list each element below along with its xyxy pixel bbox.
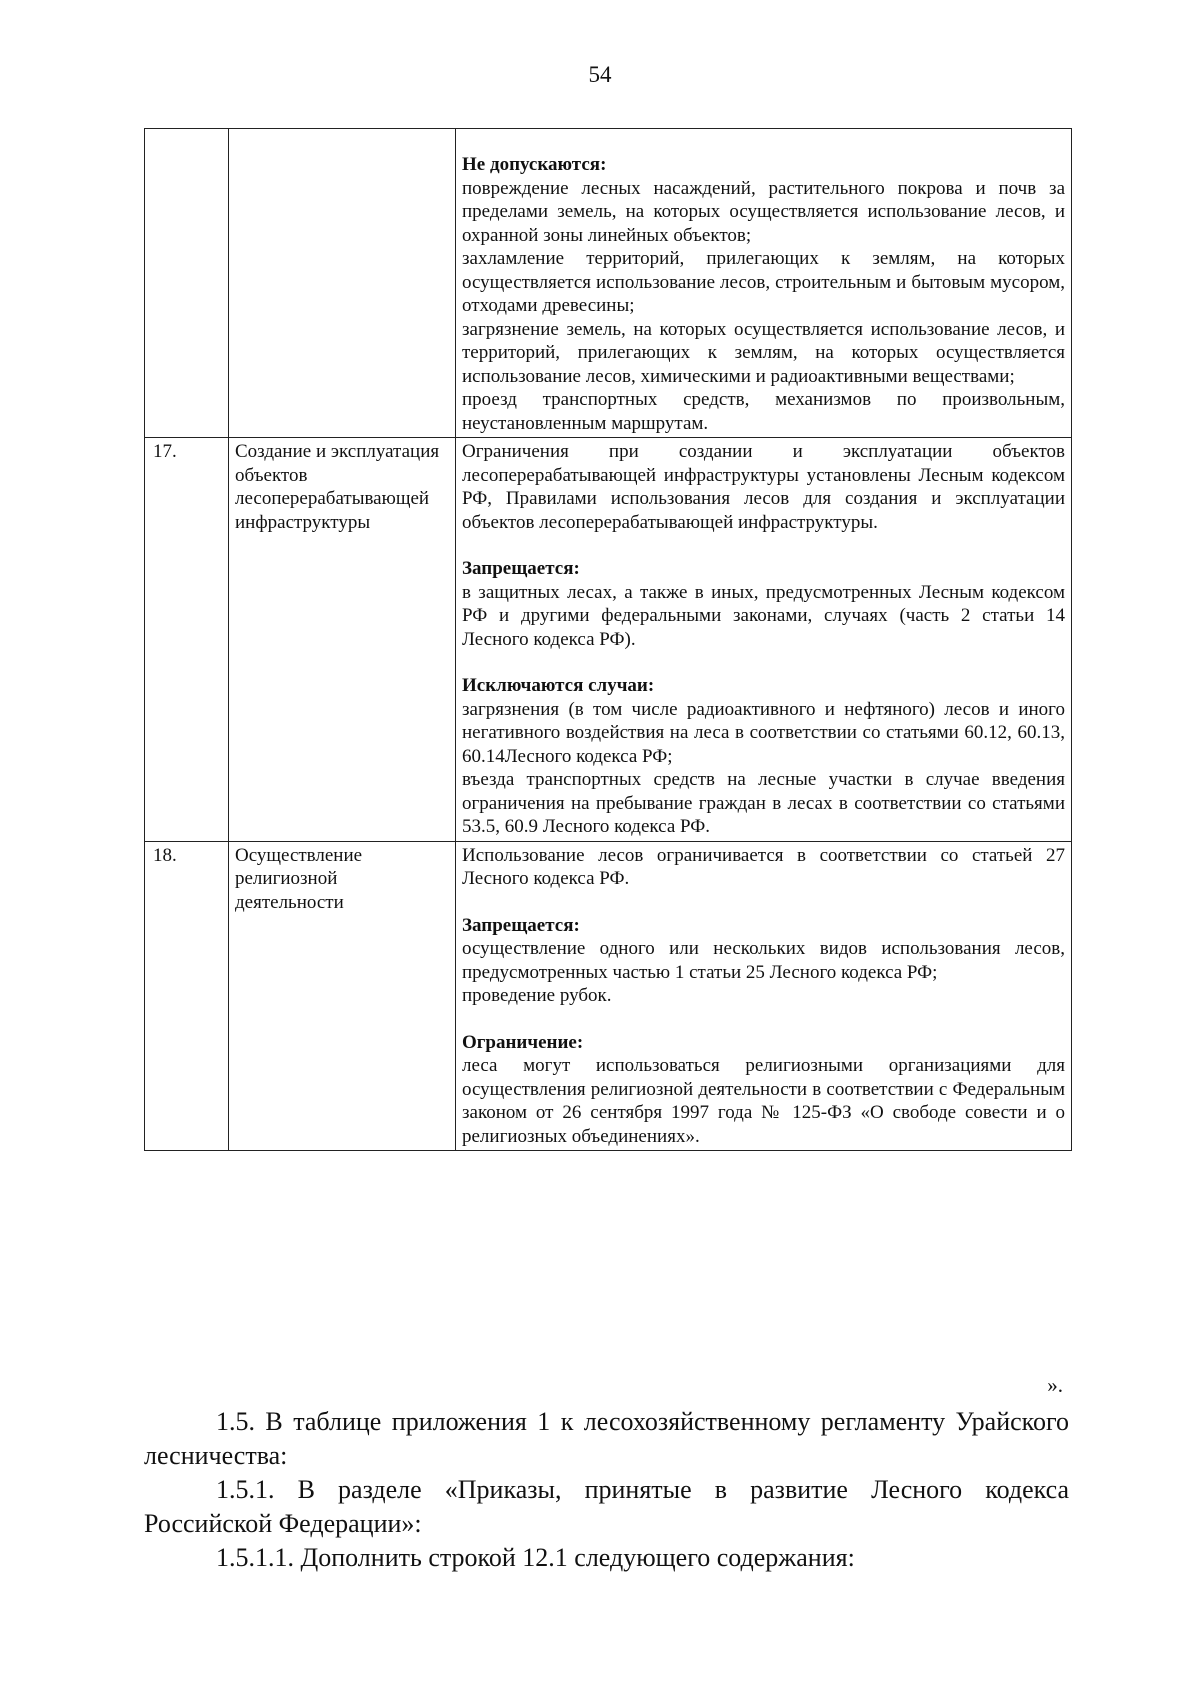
closing-quote: ». [1047, 1373, 1063, 1397]
table-row [145, 438, 1072, 842]
section-heading: Запрещается: [462, 558, 580, 579]
table-row [145, 841, 1072, 1151]
restrictions-cell [456, 841, 1072, 1151]
restriction-text: проезд транспортных средств, механизмов по произвольным, неустановленным маршрутам. [462, 389, 1065, 434]
paragraph-1-5: 1.5. В таблице приложения 1 к лесохозяйственному регламенту Урайского лесничества: [144, 1407, 1069, 1470]
restriction-text: загрязнение земель, на которых осуществляется использование лесов, и территорий, прилегающих к землям, на которых осуществляется использование лесов, химическими и радиоактивными веществами; [462, 318, 1065, 387]
section-heading: Ограничение: [462, 1031, 584, 1053]
restriction-text: в защитных лесах, а также в иных, предусмотренных Лесным кодексом РФ и другими федеральными законами, случаях (часть 2 статьи 14 Лесного кодекса РФ). [462, 581, 1065, 650]
restriction-text: повреждение лесных насаждений, растительного покрова и почв за пределами земель, на которых осуществляется использование лесов, и охранной зоны линейных объектов; [462, 177, 1065, 246]
page-number: 54 [588, 62, 612, 87]
section-heading: Запрещается: [462, 914, 580, 936]
restrictions-cell [456, 129, 1072, 438]
restriction-text: Ограничения при создании и эксплуатации объектов лесоперерабатывающей инфраструктуры установлены Лесным кодексом РФ, Правилами использования лесов для создания и эксплуатации объектов лесоперерабатывающей инфраструктуры. [462, 441, 1065, 533]
section-heading: Не допускаются: [462, 154, 607, 175]
regulation-table [144, 128, 1072, 1151]
spacer [462, 1008, 1065, 1031]
row-number-cell: 17. [145, 438, 229, 842]
restriction-text: осуществление одного или нескольких видов использования лесов, предусмотренных частью 1 статьи 25 Лесного кодекса РФ; [462, 938, 1065, 983]
spacer [462, 891, 1065, 914]
activity-type-cell [229, 129, 456, 438]
restrictions-cell [456, 438, 1072, 842]
spacer [462, 534, 1065, 557]
activity-type-cell: Осуществление религиозной деятельности [229, 841, 456, 1151]
paragraph-1-5-1: 1.5.1. В разделе «Приказы, принятые в развитие Лесного кодекса Российской Федерации»: [144, 1475, 1069, 1538]
restriction-text: захламление территорий, прилегающих к землям, на которых осуществляется использование лесов, строительным и бытовым мусором, отходами древесины; [462, 248, 1065, 316]
restriction-text: загрязнения (в том числе радиоактивного и нефтяного) лесов и иного негативного воздействия на леса в соответствии со статьями 60.12, 60.13, 60.14Лесного кодекса РФ; [462, 698, 1065, 767]
row-number-cell [145, 129, 229, 438]
restriction-text: леса могут использоваться религиозными организациями для осуществления религиозной деятельности в соответствии с Федеральным законом от 26 сентября 1997 года № 125-ФЗ «О свободе совести и о религиозных объединениях». [462, 1055, 1065, 1147]
restriction-text: проведение рубок. [462, 985, 612, 1006]
row-number-cell: 18. [145, 841, 229, 1151]
section-heading: Исключаются случаи: [462, 675, 655, 696]
restriction-text: въезда транспортных средств на лесные участки в случае введения ограничения на пребывание граждан в лесах в соответствии со статьями 53.5, 60.9 Лесного кодекса РФ. [462, 769, 1065, 837]
restriction-text: Использование лесов ограничивается в соответствии со статьей 27 Лесного кодекса РФ. [462, 844, 1065, 889]
table-row [145, 129, 1072, 438]
spacer [462, 651, 1065, 674]
paragraph-1-5-1-1: 1.5.1.1. Дополнить строкой 12.1 следующего содержания: [216, 1543, 855, 1572]
amendment-text [144, 1405, 1069, 1575]
activity-type-cell: Создание и эксплуатация объектов лесоперерабатывающей инфраструктуры [229, 438, 456, 842]
